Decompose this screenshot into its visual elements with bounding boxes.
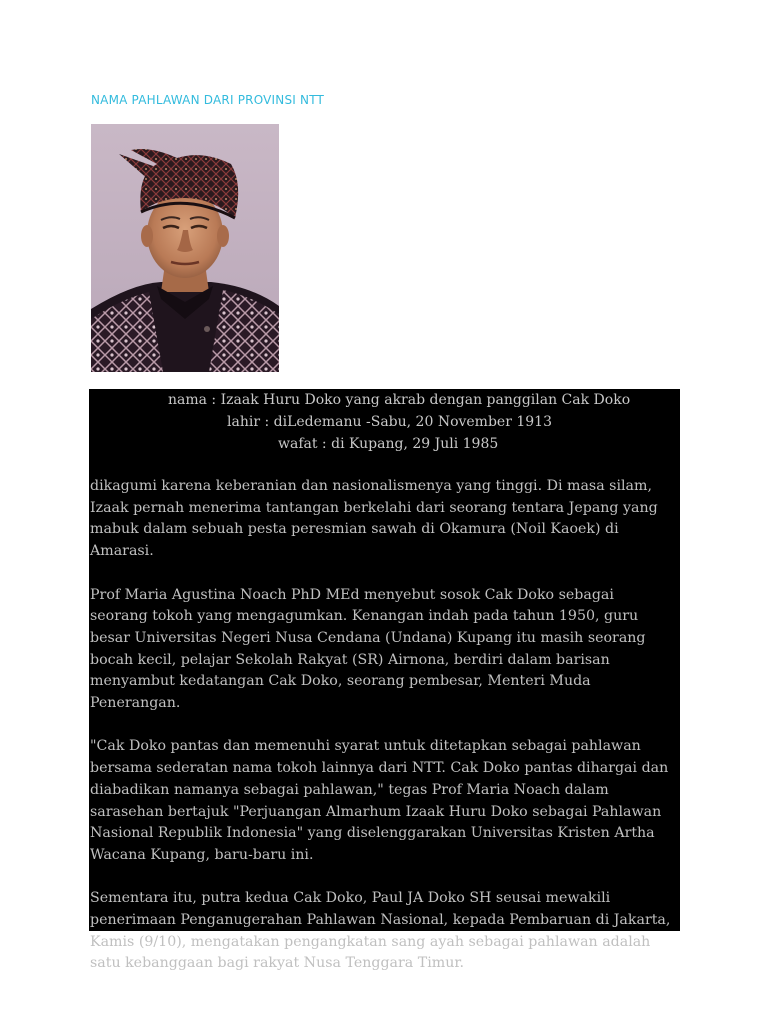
paragraph: "Cak Doko pantas dan memenuhi syarat untuk ditetapkan sebagai pahlawan bersama sederatan nama tokoh lainnya dari NTT. Cak Doko pantas dihargai dan diabadikan namanya sebagai pahlawan," tegas Prof Maria Noach dalam sarasehan bertajuk "Perjuangan Almarhum Izaak Huru Doko sebagai Pahlawan Nasional Republik Indonesia" yang diselenggarakan Universitas Kristen Artha Wacana Kupang, baru-baru ini.	[90, 738, 669, 863]
portrait-photo	[91, 124, 279, 372]
page-title: NAMA PAHLAWAN DARI PROVINSI NTT	[91, 93, 325, 107]
info-born: lahir : diLedemanu -Sabu, 20 November 1913	[227, 414, 552, 430]
info-name: nama : Izaak Huru Doko yang akrab dengan panggilan Cak Doko	[168, 392, 631, 408]
paragraph: Prof Maria Agustina Noach PhD MEd menyebut sosok Cak Doko sebagai seorang tokoh yang mengagumkan. Kenangan indah pada tahun 1950, guru besar Universitas Negeri Nusa Cendana (Undana) Kupang itu masih seorang bocah kecil, pelajar Sekolah Rakyat (SR) Airnona, berdiri dalam barisan menyambut kedatangan Cak Doko, seorang pembesar, Menteri Muda Penerangan.	[90, 586, 646, 712]
biography-text	[90, 476, 674, 997]
paragraph: dikagumi karena keberanian dan nasionalismenya yang tinggi. Di masa silam, Izaak pernah menerima tantangan berkelahi dari seorang tentara Jepang yang mabuk dalam sebuah pesta peresmian sawah di Okamura (Noil Kaoek) di Amarasi.	[90, 478, 658, 560]
info-died: wafat : di Kupang, 29 Juli 1985	[278, 436, 499, 452]
paragraph: Sementara itu, putra kedua Cak Doko, Paul JA Doko SH seusai mewakili penerimaan Penganugerahan Pahlawan Nasional, kepada Pembaruan di Jakarta, Kamis (9/10), mengatakan pengangkatan sang ayah sebagai pahlawan adalah satu kebanggaan bagi rakyat Nusa Tenggara Timur.	[90, 890, 671, 972]
biography-box	[89, 389, 680, 972]
